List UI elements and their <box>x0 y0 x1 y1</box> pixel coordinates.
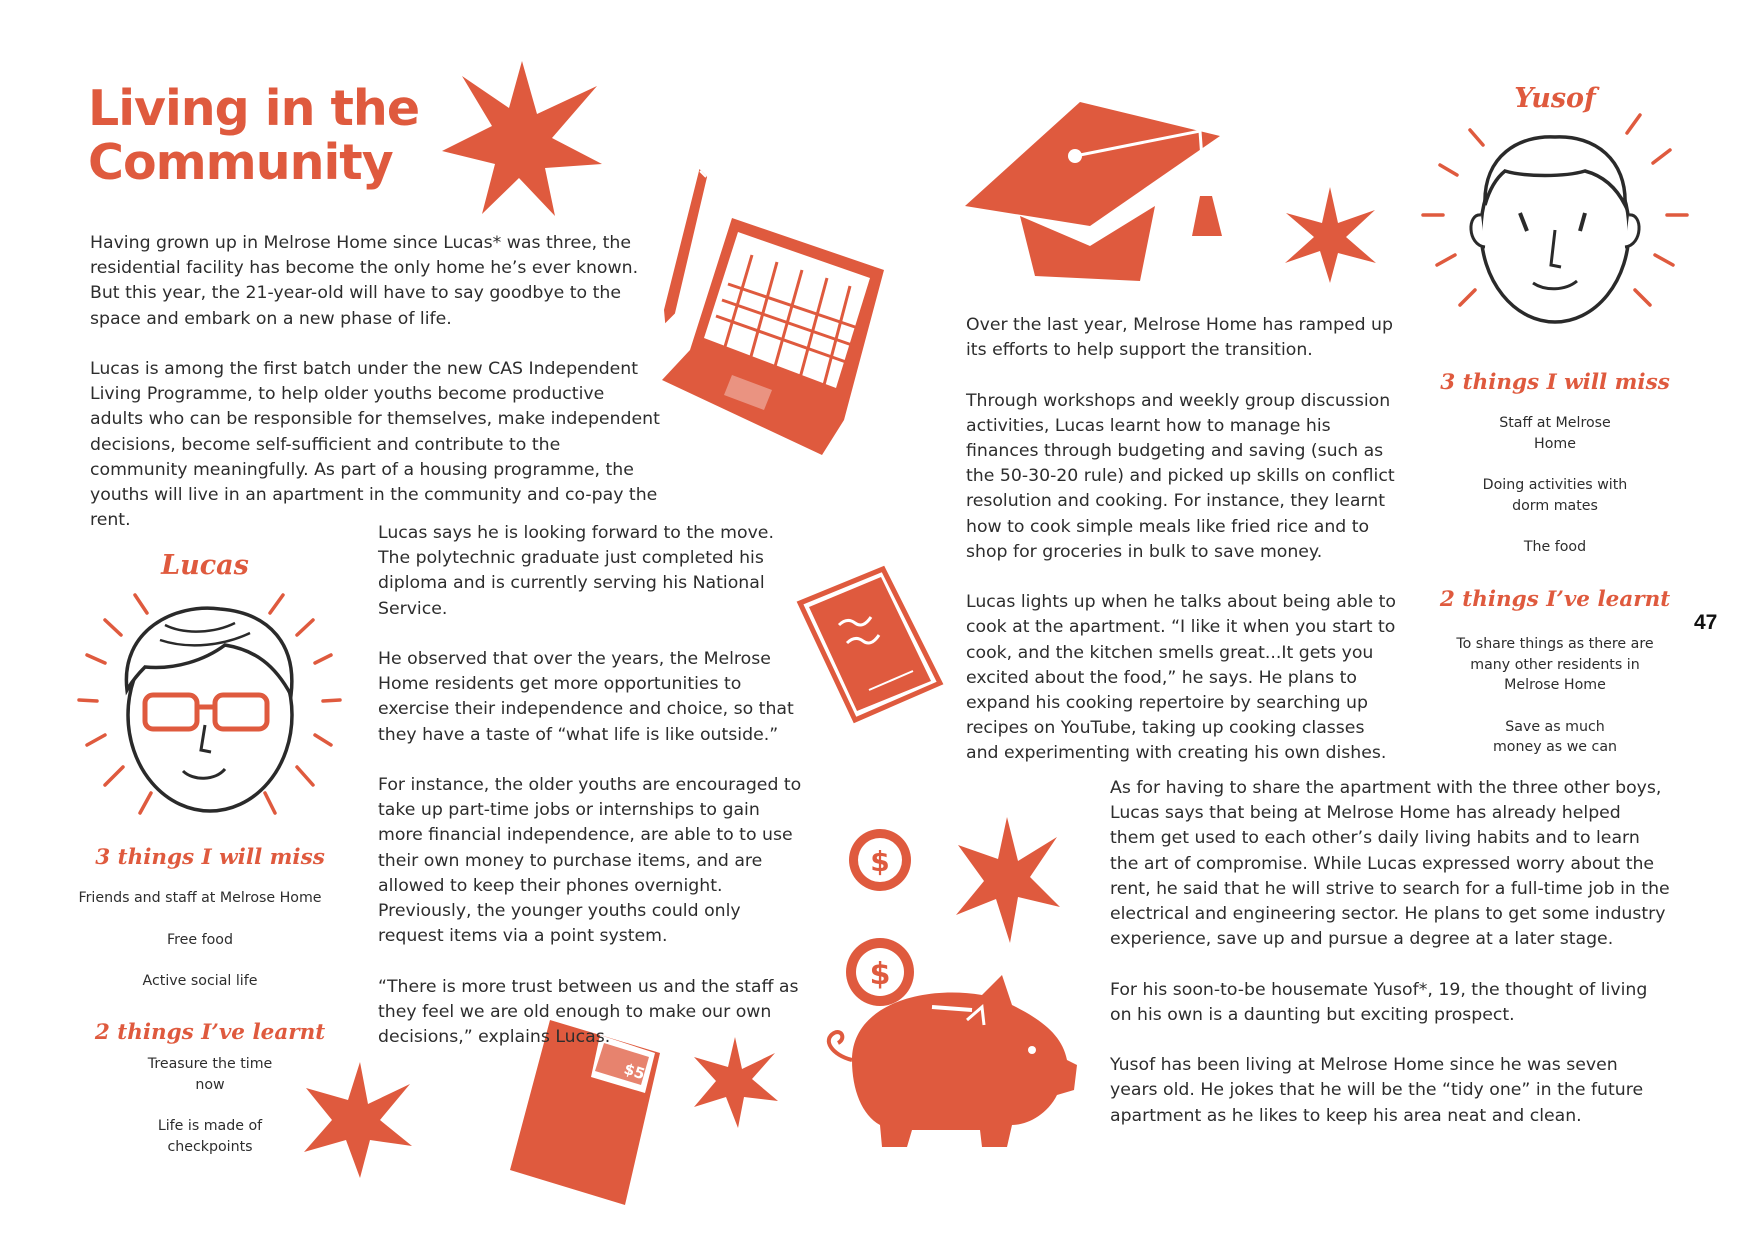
star-icon <box>300 1060 415 1180</box>
list-item: Active social life <box>142 973 258 989</box>
list-item: The food <box>1523 539 1587 555</box>
star-icon <box>952 815 1062 945</box>
intro-paragraph: Having grown up in Melrose Home since Lucas* was three, the residential facility has become the only home he’s ever known. But this year, the 21-year-old will have to say goodbye to the space and embark on a new phase of life. <box>90 233 639 329</box>
bottom-right-text <box>1110 776 1670 1154</box>
intro-paragraph: Lucas is among the first batch under the new CAS Independent Living Programme, to help older youths become productive adults who can be responsible for themselves, make independent decisions, become self-sufficient and contribute to the community meaningfully. As part of a housing programme, the youths will live in an apartment in the community and co-pay the rent. <box>90 359 660 531</box>
bottom-paragraph: Yusof has been living at Melrose Home since he was seven years old. He jokes that he will be the “tidy one” in the future apartment as he likes to keep his area neat and clean. <box>1110 1055 1644 1126</box>
lucas-miss-heading: 3 things I will miss <box>95 845 325 870</box>
lucas-learnt-list <box>145 1054 275 1178</box>
yusof-name: Yusof <box>1514 83 1596 114</box>
page-number: 47 <box>1694 611 1718 634</box>
list-item: Treasure the time now <box>147 1056 273 1093</box>
dollar-coin-icon <box>845 825 915 895</box>
star-icon <box>1280 185 1380 285</box>
svg-text:$: $ <box>870 845 890 878</box>
yusof-learnt-heading: 2 things I’ve learnt <box>1439 587 1671 612</box>
bottom-paragraph: For his soon-to-be housemate Yusof*, 19, the thought of living on his own is a daunting but exciting prospect. <box>1110 979 1648 1025</box>
notebook-icon <box>795 565 945 725</box>
svg-text:$5: $5 <box>621 1059 648 1084</box>
middle-paragraph: He observed that over the years, the Melrose Home residents get more opportunities to exercise their independence and choice, so that they have a taste of “what life is like outside.” <box>378 649 794 745</box>
list-item: To share things as there are many other residents in Melrose Home <box>1456 636 1654 693</box>
yusof-miss-list <box>1480 413 1630 579</box>
yusof-miss-heading: 3 things I will miss <box>1440 370 1670 395</box>
lucas-name: Lucas <box>161 550 249 581</box>
svg-text:$: $ <box>869 957 891 992</box>
list-item: Life is made of checkpoints <box>157 1118 263 1155</box>
bottom-paragraph: As for having to share the apartment with the three other boys, Lucas says that being at Melrose Home has already helped them get used to each other’s daily living habits and to learn the art of compromise. While Lucas expressed worry about the rent, he said that he will strive to search for a full-time job in the electrical and engineering sector. He plans to get some industry experience, save up and pursue a degree at a later stage. <box>1110 778 1670 950</box>
yusof-portrait <box>1415 105 1695 350</box>
list-item: Staff at Melrose Home <box>1499 415 1611 452</box>
list-item: Save as much money as we can <box>1492 718 1618 755</box>
middle-paragraph: For instance, the older youths are encouraged to take up part-time jobs or internships to gain more financial independence, are able to to use their own money to purchase items, and are allowed to keep their phones overnight. Previously, the younger youths could only request items via a point system. <box>378 775 802 947</box>
lucas-portrait <box>65 575 355 830</box>
lucas-learnt-heading: 2 things I’ve learnt <box>94 1020 326 1045</box>
laptop-icon <box>652 210 892 460</box>
middle-column-text <box>378 521 802 1075</box>
graduation-cap-icon <box>960 96 1240 296</box>
right-paragraph: Through workshops and weekly group discussion activities, Lucas learnt how to manage his finances through budgeting and saving (such as the 50-30-20 rule) and picked up skills on conflict resolution and cooking. For instance, they learnt how to cook simple meals like fried rice and to shop for groceries in bulk to save money. <box>966 390 1395 562</box>
intro-text <box>90 231 660 559</box>
lucas-miss-list <box>70 888 330 1013</box>
list-item: Free food <box>167 931 233 948</box>
right-column-text <box>966 313 1396 792</box>
right-paragraph: Lucas lights up when he talks about being able to cook at the apartment. “I like it when you start to cook, and the kitchen smells great...It gets you excited about the food,” he says. He plans to expand his cooking repertoire by searching up recipes on YouTube, taking up cooking classes and experimenting with creating his own dishes. <box>966 592 1396 764</box>
yusof-learnt-list <box>1445 634 1665 779</box>
list-item: Doing activities with dorm mates <box>1482 477 1628 514</box>
right-paragraph: Over the last year, Melrose Home has ramped up its efforts to help support the transition. <box>966 315 1393 361</box>
middle-paragraph: “There is more trust between us and the staff as they feel we are old enough to make our own decisions,” explains Lucas. <box>378 976 799 1048</box>
list-item: Friends and staff at Melrose Home <box>78 890 322 906</box>
piggy-bank-icon <box>812 965 1082 1150</box>
middle-paragraph: Lucas says he is looking forward to the move. The polytechnic graduate just completed his diploma and is currently serving his National Service. <box>378 523 774 619</box>
page-title: Living in the Community <box>88 80 420 191</box>
